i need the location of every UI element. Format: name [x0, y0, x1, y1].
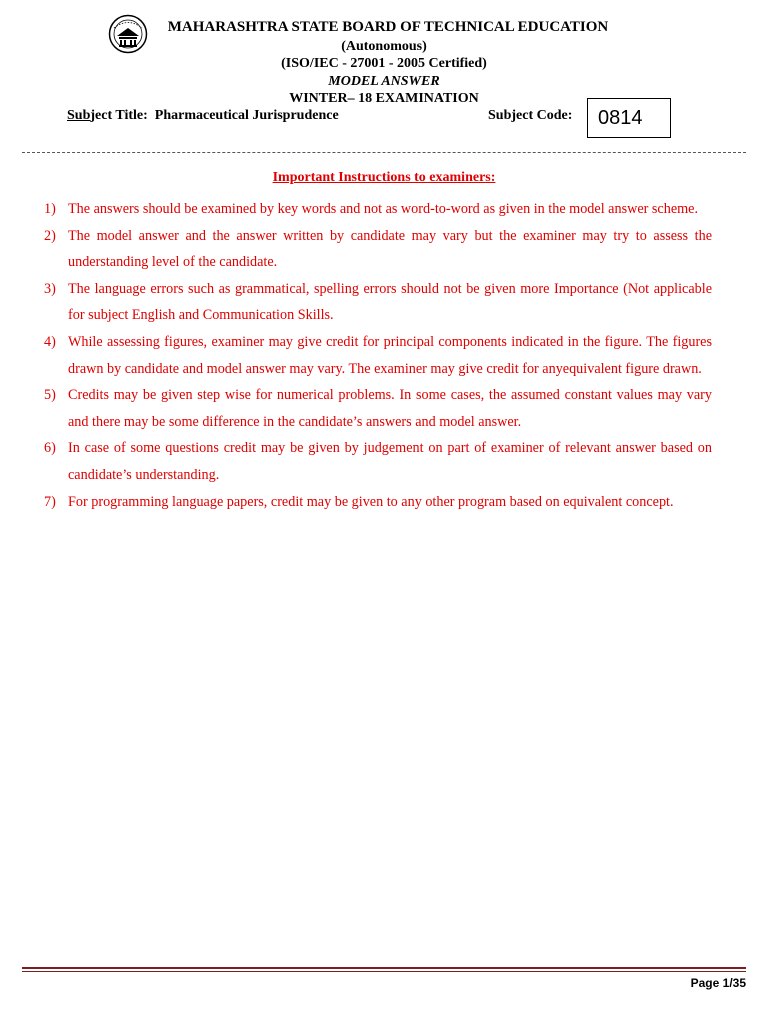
instruction-text: For programming language papers, credit may be given to any other program based on equivalent concept.: [68, 493, 674, 510]
document-type: MODEL ANSWER: [328, 74, 440, 89]
instruction-text: In case of some questions credit may be given by judgement on part of examiner of relevant answer based on candidate’s understanding.: [68, 440, 712, 483]
instructions-list: [44, 196, 712, 515]
board-name: MAHARASHTRA STATE BOARD OF TECHNICAL EDUCATION: [167, 19, 609, 35]
instruction-item: [44, 329, 712, 382]
instruction-item: [44, 489, 712, 516]
instruction-text: Credits may be given step wise for numerical problems. In some cases, the assumed constant values may vary and there may be some difference in the candidate’s answers and model answer.: [68, 387, 712, 430]
instruction-item: [44, 196, 712, 223]
page-number: Page 1/35: [690, 976, 746, 990]
subject-title-label-underlined: Sub: [67, 108, 91, 123]
instruction-text: The language errors such as grammatical, spelling errors should not be given more Importance (Not applicable for subject English and Communication Skills.: [68, 280, 712, 324]
instruction-text: The model answer and the answer written by candidate may vary but the examiner may try to assess the understanding level of the candidate.: [68, 227, 712, 271]
instructions-heading: Important Instructions to examiners:: [272, 170, 496, 185]
autonomous-label: (Autonomous): [341, 39, 427, 54]
footer-rule-thick: [22, 967, 746, 969]
instruction-number: 5): [44, 387, 56, 404]
instruction-text: While assessing figures, examiner may give credit for principal components indicated in the figure. The figures drawn by candidate and model answer may vary. The examiner may give credit for anyequivalent figure drawn.: [68, 333, 712, 377]
certification-label: (ISO/IEC - 27001 - 2005 Certified): [281, 56, 487, 71]
subject-title-value: Pharmaceutical Jurisprudence: [154, 108, 339, 123]
subject-code-label: Subject Code:: [488, 108, 573, 123]
instruction-item: [44, 382, 712, 435]
instruction-item: [44, 223, 712, 276]
instruction-item: [44, 435, 712, 488]
exam-session: WINTER– 18 EXAMINATION: [289, 91, 479, 106]
subject-title: [67, 108, 339, 124]
subject-code-box: 0814: [587, 98, 671, 138]
instruction-number: 6): [44, 440, 56, 457]
instruction-number: 1): [44, 201, 56, 217]
footer-rule-thin: [22, 971, 746, 972]
instruction-item: [44, 276, 712, 329]
instruction-text: The answers should be examined by key words and not as word-to-word as given in the model answer scheme.: [68, 201, 698, 217]
subject-title-label: ject Title:: [90, 108, 148, 123]
header-divider: [22, 152, 746, 153]
instruction-number: 4): [44, 333, 56, 350]
instruction-number: 2): [44, 227, 56, 244]
instruction-number: 7): [44, 493, 56, 510]
instruction-number: 3): [44, 280, 56, 297]
